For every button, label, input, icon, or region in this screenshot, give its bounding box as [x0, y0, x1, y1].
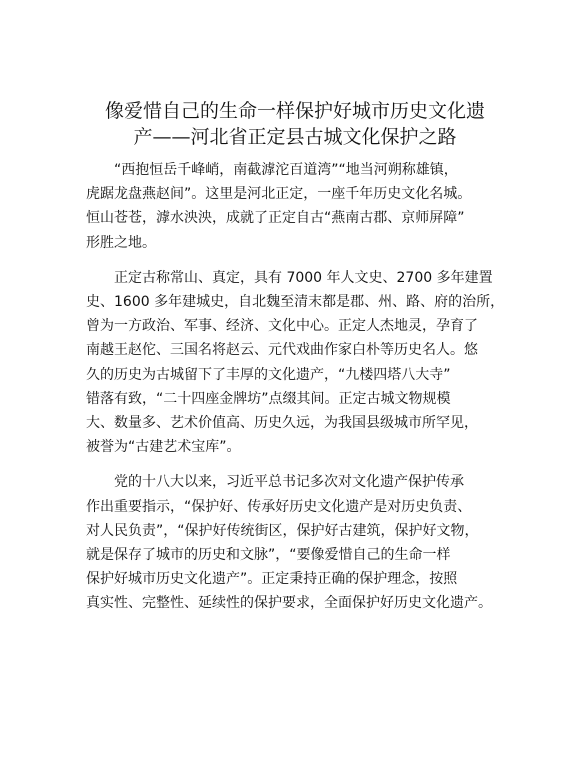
document-body [86, 158, 514, 627]
paragraph-history: 正定古称常山、真定，具有 7000 年人文史、2700 多年建置 史、1600 多年建城史，自北魏至清末都是郡、州、路、府的治所， 曾为一方政治、军事、经济、文化中心。正定人杰地灵，孕育了 南越王赵佗、三国名将赵云、元代戏曲作家白朴等历史名人。悠 久的历史为古城留下了丰厚的文化遗产，“九楼四塔八大寺” 错落有致，“二十四座金牌坊”点缀其间。正定古城文物规模 大、数量多、艺术价值高、历史久远，为我国县级城市所罕见， 被誉为“古建艺术宝库”。 [86, 269, 505, 456]
paragraph-protection: 党的十八大以来，习近平总书记多次对文化遗产保护传承 作出重要指示，“保护好、传承好历史文化遗产是对历史负责、 对人民负责”，“保护好传统街区，保护好古建筑，保护好文物， 就是保存了城市的历史和文脉”，“要像爱惜自己的生命一样 保护好城市历史文化遗产”。正定秉持正确的保护理念，按照 真实性、完整性、延续性的保护要求，全面保护好历史文化遗产。 [86, 474, 492, 612]
paragraph-intro: “西抱恒岳千峰峭，南截滹沱百道湾”“地当河朔称雄镇， 虎踞龙盘燕赵间”。这里是河北正定，一座千年历史文化名城。 恒山苍苍，滹水泱泱，成就了正定自古“燕南古郡、京师屏障” 形胜之地。 [86, 162, 472, 251]
document-title: 像爱惜自己的生命一样保护好城市历史文化遗 产——河北省正定县古城文化保护之路 [104, 100, 485, 148]
